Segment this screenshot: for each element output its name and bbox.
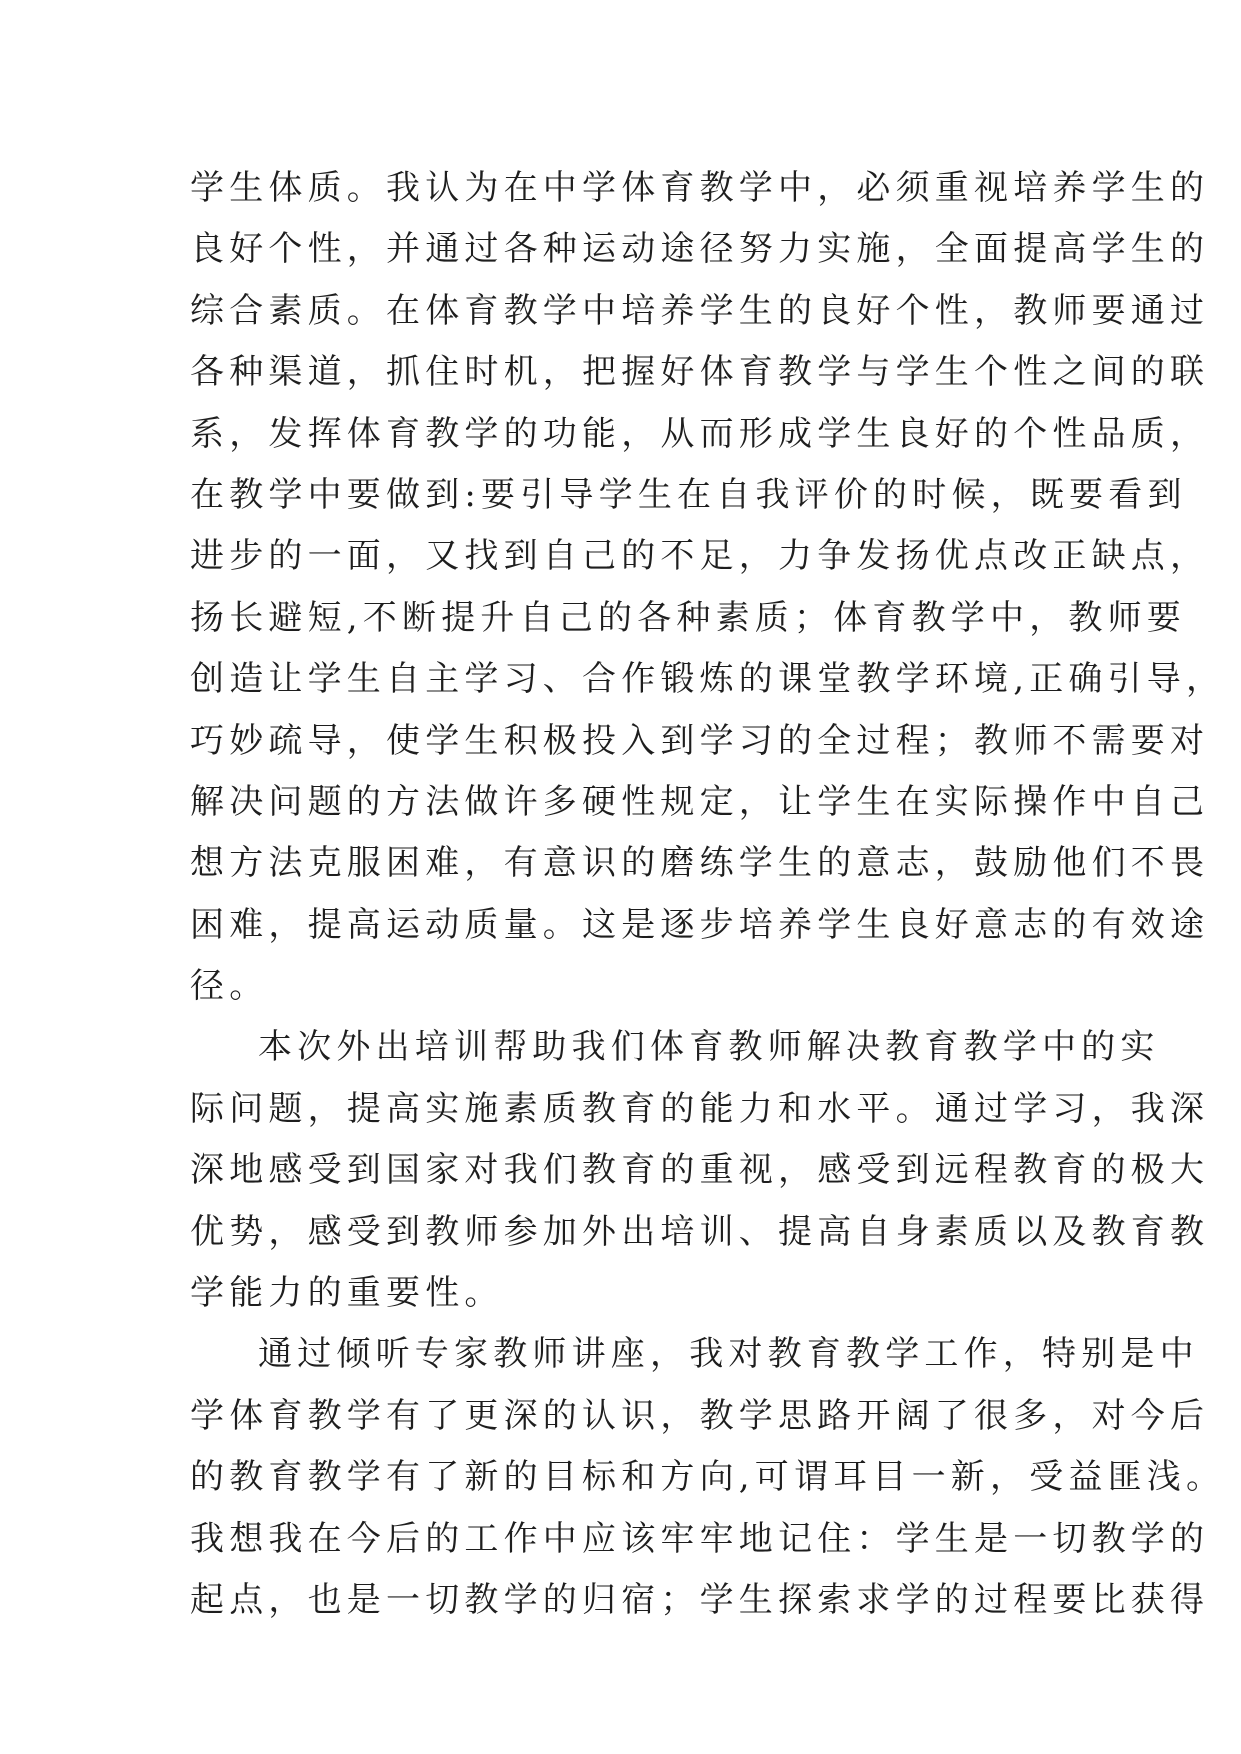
- text-line: 径。: [190, 966, 269, 1007]
- body-text: [190, 158, 1226, 1631]
- text-line: 的教育教学有了新的目标和方向,可谓耳目一新，受益匪浅。: [190, 1457, 1226, 1498]
- text-line: 想方法克服困难，有意识的磨练学生的意志，鼓励他们不畏: [190, 843, 1210, 884]
- text-line: 系，发挥体育教学的功能，从而形成学生良好的个性品质，: [190, 413, 1210, 454]
- text-line: 创造让学生自主学习、合作锻炼的课堂教学环境,正确引导，: [190, 659, 1226, 700]
- text-line: 学体育教学有了更深的认识，教学思路开阔了很多，对今后: [190, 1395, 1210, 1436]
- text-line: 各种渠道，抓住时机，把握好体育教学与学生个性之间的联: [190, 352, 1210, 393]
- text-line: 综合素质。在体育教学中培养学生的良好个性，教师要通过: [190, 290, 1210, 331]
- text-line: 际问题，提高实施素质教育的能力和水平。通过学习，我深: [190, 1088, 1210, 1129]
- text-line: 进步的一面，又找到自己的不足，力争发扬优点改正缺点，: [190, 536, 1210, 577]
- text-line: 解决问题的方法做许多硬性规定，让学生在实际操作中自己: [190, 781, 1210, 822]
- text-line: 起点，也是一切教学的归宿；学生探索求学的过程要比获得: [190, 1579, 1210, 1620]
- text-line: 巧妙疏导，使学生积极投入到学习的全过程；教师不需要对: [190, 720, 1210, 761]
- text-line: 困难，提高运动质量。这是逐步培养学生良好意志的有效途: [190, 904, 1210, 945]
- text-line: 学生体质。我认为在中学体育教学中，必须重视培养学生的: [190, 168, 1210, 208]
- text-line: 学能力的重要性。: [190, 1273, 504, 1314]
- text-line: 良好个性，并通过各种运动途径努力实施，全面提高学生的: [190, 229, 1210, 270]
- text-line: 在教学中要做到:要引导学生在自我评价的时候，既要看到: [190, 474, 1187, 515]
- paragraph-start-line: 通过倾听专家教师讲座，我对教育教学工作，特别是中: [258, 1334, 1199, 1375]
- paragraph-start-line: 本次外出培训帮助我们体育教师解决教育教学中的实: [258, 1027, 1160, 1068]
- text-line: 优势，感受到教师参加外出培训、提高自身素质以及教育教: [190, 1211, 1210, 1252]
- text-line: 深地感受到国家对我们教育的重视，感受到远程教育的极大: [190, 1150, 1210, 1191]
- text-line: 扬长避短,不断提升自己的各种素质；体育教学中，教师要: [190, 597, 1187, 638]
- text-line: 我想我在今后的工作中应该牢牢地记住：学生是一切教学的: [190, 1518, 1210, 1559]
